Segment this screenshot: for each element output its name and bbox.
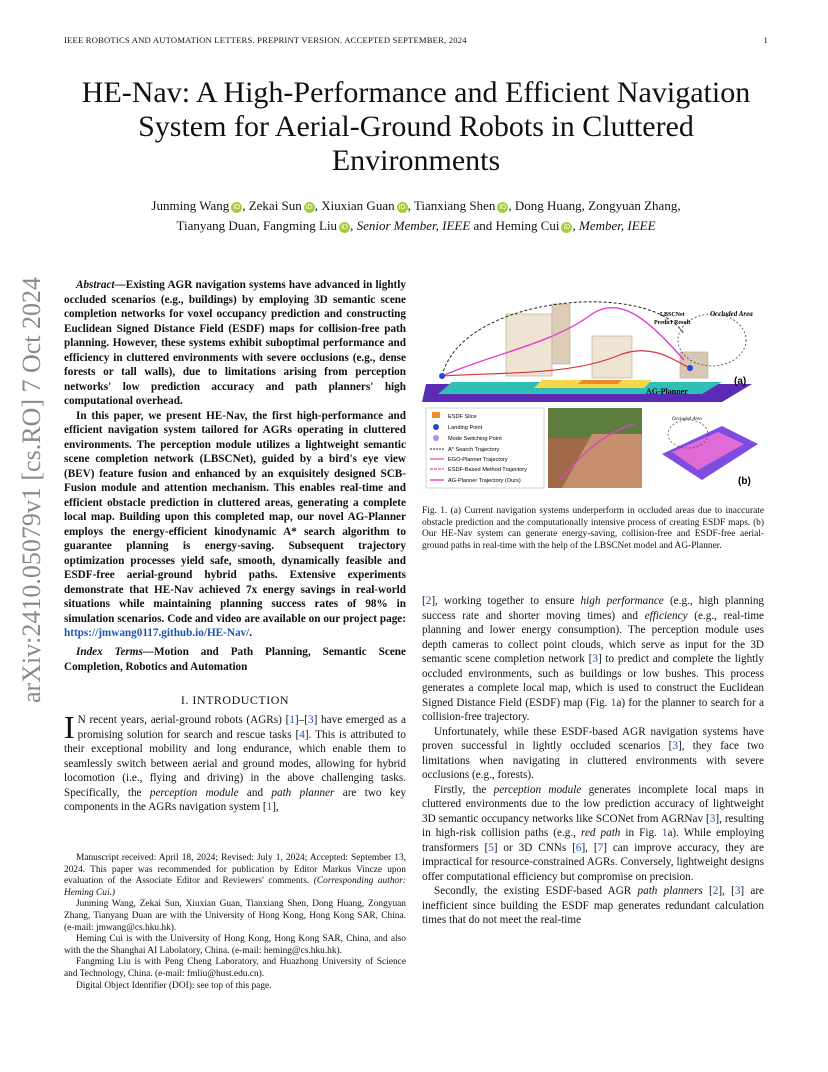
footnote-text: Junming Wang, Zekai Sun, Xiuxian Guan, Tianxiang Shen, Dong Huang, Zongyuan Zhang, Tianyang Duan are with the University of Hong Kong, Hong Kong SAR, China. (e-mail: jmwang@cs.hku.hk). xyxy=(64,899,406,933)
text: Secondly, the existing ESDF-based AGR xyxy=(434,885,638,897)
abstract-text: —Existing AGR navigation systems have advanced in lightly occluded scenarios (e.g., buildings) by employing 3D semantic scene completion networks for voxel occupancy prediction and constructing Euclidean Signed Distance Field (ESDF) maps for collision-free path planning. However, these systems exhibit suboptimal performance and efficiency in cluttered environments with severe occlusions (e.g., dense forests or tall walls), due to limitations arising from perception networks' low prediction accuracy and path planners' high computational overhead. xyxy=(64,279,406,407)
text: (e.g., real-time planning and lower energy consumption). The perception module uses depth cameras to collect point clouds, which serve as input for the 3D semantic scene completion network [ xyxy=(422,609,764,665)
citation-link[interactable]: 3 xyxy=(307,714,314,726)
emphasis: efficiency xyxy=(644,609,688,622)
text: ] have emerged as a promising solution for search and rescue tasks [ xyxy=(77,714,406,741)
legend-item: A* Search Trajectory xyxy=(448,447,500,453)
index-terms-label: Index Terms xyxy=(76,646,143,658)
emphasis: perception module xyxy=(149,786,239,799)
text: ] or 3D CNNs [ xyxy=(493,841,576,854)
citation-link[interactable]: 3 xyxy=(592,653,598,665)
paper-title: HE-Nav: A High-Performance and Efficient Navigation System for Aerial-Ground Robots in Cluttered Environments xyxy=(81,76,751,177)
arxiv-id: arXiv:2410.05079v1 [cs.RO] 7 Oct 2024 xyxy=(17,276,46,704)
legend-item: ESDF Slice xyxy=(448,414,477,420)
page-number: 1 xyxy=(763,35,768,45)
author: Tianyang Duan xyxy=(176,218,257,233)
project-link[interactable]: https://jmwang0117.github.io/HE-Nav/ xyxy=(64,627,250,639)
legend-marker xyxy=(433,435,439,441)
abstract-p2 xyxy=(64,409,406,641)
author: Tianxiang Shen xyxy=(413,198,496,213)
goal-point xyxy=(687,365,693,371)
text: ], resulting in high-risk collision paths (e.g., xyxy=(422,812,764,839)
author-title: Member, IEEE xyxy=(578,218,656,233)
text: and xyxy=(238,786,272,799)
citation-link[interactable]: 1 xyxy=(266,801,273,813)
citation-link[interactable]: 2 xyxy=(712,885,719,897)
esdf-grid-core xyxy=(578,380,622,384)
footnote-text: Heming Cui is with the University of Hong Kong, Hong Kong SAR, China, and also with the the Shanghai AI Labolatory, China. (e-mail: heming@cs.hku.hk). xyxy=(64,934,406,956)
footnote-text: Digital Object Identifier (DOI): see top of this page. xyxy=(76,980,272,991)
running-header xyxy=(64,35,768,45)
drop-cap: I xyxy=(64,709,75,745)
legend-marker xyxy=(433,424,439,430)
figure-1 xyxy=(422,284,764,498)
citation-link[interactable]: 4 xyxy=(299,728,305,741)
author: Fangming Liu xyxy=(263,218,338,233)
figure-link[interactable]: 1 xyxy=(661,827,668,839)
legend-marker xyxy=(432,412,440,418)
author: Dong Huang, Zongyuan Zhang, xyxy=(514,198,681,213)
text: are two key components in the AGRs navigation system [ xyxy=(64,786,406,813)
text: ] are inefficient since building the ESDF map generates redundant calculation times that do not meet the real-time xyxy=(422,885,765,926)
legend-item: Landing Point xyxy=(448,425,483,431)
orcid-icon[interactable]: iD xyxy=(339,222,350,233)
abstract-label: Abstract xyxy=(76,279,115,291)
citation-link[interactable]: 1 xyxy=(289,714,295,726)
citation-link[interactable]: 6 xyxy=(575,841,582,854)
orcid-icon[interactable]: iD xyxy=(304,202,315,213)
text: ], they face two limitations when navigating in cluttered environments with severe occlusions (e.g., forests). xyxy=(422,740,764,781)
abstract xyxy=(64,278,406,641)
label-occluded-b: Occluded Area xyxy=(672,417,702,422)
text: generates incomplete local maps in cluttered environments due to the low prediction accuracy of lightweight 3D semantic occupancy networks like SCONet from AGRNav [ xyxy=(422,783,764,825)
orcid-icon[interactable]: iD xyxy=(561,222,572,233)
citation-link[interactable]: 3 xyxy=(734,885,741,897)
legend-item: EGO-Planner Trajectory xyxy=(448,457,508,463)
text: ] to predict and complete the lightly occluded environments, such as buildings or low bushes. This process generates a complete local map, which is used to construct the Euclidean Signed Distance Field (ESDF) map (Fig. xyxy=(422,653,764,709)
text: ], [ xyxy=(718,885,735,897)
citation-link[interactable]: 2 xyxy=(425,595,432,607)
orcid-icon[interactable]: iD xyxy=(397,202,408,213)
emphasis: path planner xyxy=(271,786,335,799)
abstract-text: In this paper, we present HE-Nav, the first high-performance and efficient navigation system tailored for AGRs operating in cluttered environments. The perception module utilizes a lightweight semantic scene completion network (LBSCNet), guided by a bird's eye view (BEV) feature fusion and enhanced by an exquisitely designed SCB-Fusion module and attention mechanism. This enables real-time and efficient obstacle prediction in cluttered areas, generating a complete local map. Building upon this completed map, our novel AG-Planner employs the energy-efficient kinodynamic A* search algorithm to guarantee planning is energy-saving. Subsequent trajectory optimization processes yield safe, smooth, dynamically feasible and ESDF-free aerial-ground hybrid paths. Extensive experiments demonstrate that HE-Nav achieved 7x energy savings in real-world situations while maintaining planning success rates of 98% in simulation scenarios. Code and video are available on our project page: xyxy=(64,409,406,625)
legend-item: Mode Switching Point xyxy=(448,436,502,442)
footnote-text: Manuscript received: April 18, 2024; Revised: July 1, 2024; Accepted: September 13, 2024. This paper was recommended for publication by Editor Markus Vincze upon evaluation of the Associate Editor and Reviewers' comments. xyxy=(64,853,406,887)
right-column-text xyxy=(422,594,764,928)
figure-link[interactable]: 1 xyxy=(610,696,617,709)
text: a) for the planner to search for a collision-free trajectory. xyxy=(422,696,764,723)
abstract-p1 xyxy=(64,278,406,409)
footnotes xyxy=(64,853,406,992)
text: ], [ xyxy=(581,841,598,854)
text: N recent years, aerial-ground robots (AGRs) [ xyxy=(77,714,290,726)
text: ], working together to ensure xyxy=(431,595,581,607)
label-ag-planner: AG-Planner xyxy=(646,387,688,396)
conjunction: and xyxy=(473,218,493,233)
citation-link[interactable]: 7 xyxy=(597,841,604,854)
intro-paragraph xyxy=(64,709,406,815)
legend-item: AG-Planner Trajectory (Ours) xyxy=(448,478,521,484)
wall-voxels-side xyxy=(552,304,570,364)
journal-header: IEEE ROBOTICS AND AUTOMATION LETTERS. PREPRINT VERSION. ACCEPTED SEPTEMBER, 2024 xyxy=(64,35,467,45)
label-predict: Predict Result xyxy=(654,320,691,326)
emphasis: high performance xyxy=(580,595,664,607)
text: ] can improve accuracy, they are impractical for resource-constrained AGRs. Conversely, lightweight designs offer computational efficiency but compromise on precision. xyxy=(422,841,765,883)
figure-illustration xyxy=(422,284,764,498)
punct: . xyxy=(249,627,253,639)
author-list: Junming Wang iD , Zekai Sun iD , Xiuxian Guan iD , Tianxiang Shen iD , Dong Huang, Zongyuan Zhang, Tianyang Duan, Fangming Liu iD , Senior Member, IEEE and Heming Cui iD , Member, IEEE xyxy=(151,198,681,233)
index-terms-text: —Motion and Path Planning, Semantic Scene Completion, Robotics and Automation xyxy=(64,646,406,673)
text: ], xyxy=(272,801,279,813)
citation-link[interactable]: 5 xyxy=(488,841,494,854)
text: (e.g., high planning success rate and shorter moving times) and xyxy=(422,595,765,622)
legend-item: ESDF-Based Method Trajectory xyxy=(448,467,527,473)
author-title: Senior Member, IEEE xyxy=(356,218,471,233)
panel-a-label: (a) xyxy=(734,376,747,387)
emphasis: path planners xyxy=(637,885,703,897)
author: Junming Wang xyxy=(151,198,230,213)
panel-b-label: (b) xyxy=(738,476,751,487)
footnote-text: Fangming Liu is with Peng Cheng Laboratory, and Huazhong University of Science and Technology, China. (e-mail: fmliu@hust.edu.cn). xyxy=(64,957,406,979)
section-heading: I. INTRODUCTION xyxy=(180,693,290,707)
emphasis: perception module xyxy=(493,783,582,796)
text: [ xyxy=(702,885,713,897)
author: Zekai Sun xyxy=(248,198,302,213)
photo-trees xyxy=(548,408,642,438)
emphasis: red path xyxy=(581,827,621,839)
author: Heming Cui xyxy=(495,218,560,233)
index-terms xyxy=(64,645,406,674)
citation-link[interactable]: 3 xyxy=(672,740,678,752)
text: ]. This is attributed to their exceptional mobility and long endurance, which enable them to seamlessly switch between aerial and ground modes, allowing for hybrid locomotion (i.e., flying and driving) in the above challenging tasks. Specifically, the xyxy=(64,728,406,799)
text: in Fig. xyxy=(620,827,662,839)
citation-link[interactable]: 3 xyxy=(709,812,716,825)
label-lbscnet: LBSCNet xyxy=(660,312,685,318)
footnote-emphasis: (Corresponding author: Heming Cui.) xyxy=(64,876,406,898)
orcid-icon[interactable]: iD xyxy=(231,202,242,213)
start-point xyxy=(439,373,445,379)
label-occluded-area: Occluded Area xyxy=(710,310,753,318)
author: Xiuxian Guan xyxy=(321,198,395,213)
text: [ xyxy=(422,595,426,607)
text: ]–[ xyxy=(294,714,308,726)
text: Unfortunately, while these ESDF-based AGR navigation systems have proven successful in lightly occluded scenarios [ xyxy=(422,725,764,752)
low-voxels xyxy=(592,336,632,378)
figure-caption: Fig. 1. (a) Current navigation systems underperform in occluded areas due to inaccurate obstacle prediction and the computationally intensive process of creating ESDF maps. (b) Our HE-Nav system can generate energy-saving, collision-free and ESDF-free aerial-ground paths in real-time with the help of the LBSCNet model and AG-Planner. xyxy=(422,506,764,551)
arxiv-watermark xyxy=(12,276,52,704)
text: Firstly, the xyxy=(434,783,494,796)
orcid-icon[interactable]: iD xyxy=(497,202,508,213)
text: a). While employing transformers [ xyxy=(422,827,764,854)
